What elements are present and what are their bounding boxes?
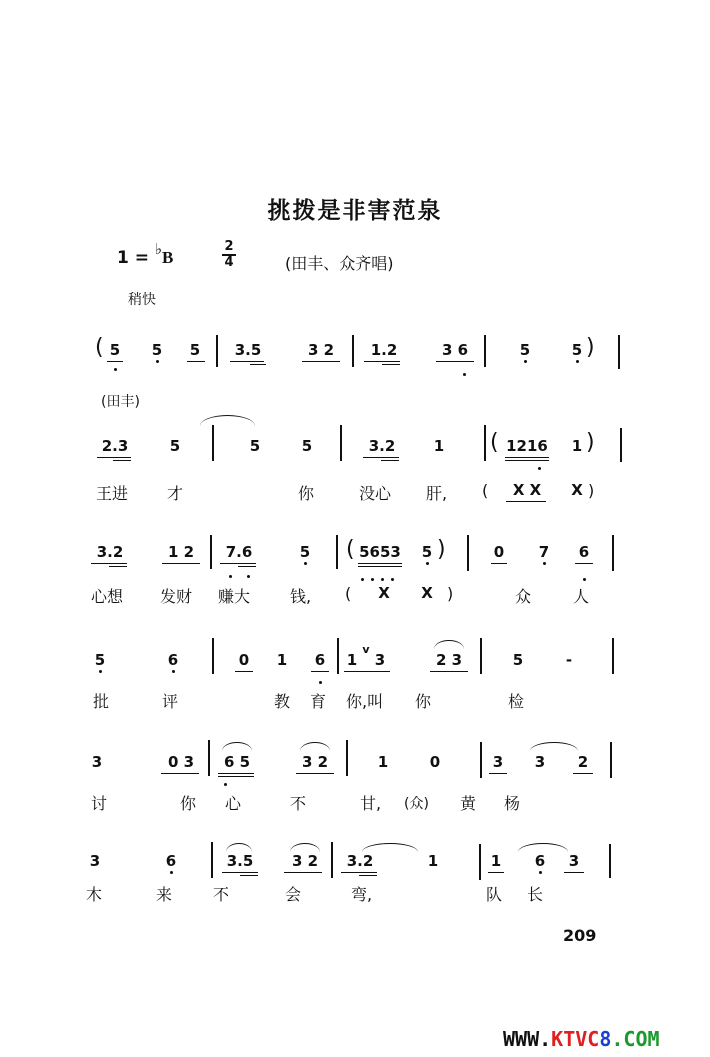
note: 5653 xyxy=(359,543,401,561)
double-underline xyxy=(358,566,402,567)
note: 3.5 xyxy=(226,852,254,870)
underline xyxy=(506,501,546,502)
lyric: 不 xyxy=(213,885,230,904)
slur xyxy=(290,843,320,852)
note: 3.2 xyxy=(368,437,396,455)
watermark-com: .COM xyxy=(611,1027,660,1051)
slur xyxy=(434,640,464,649)
lyric: 木 xyxy=(86,885,103,904)
lyric: 才 xyxy=(167,484,184,503)
underline xyxy=(218,773,254,774)
note: 0 xyxy=(238,651,250,669)
note: 3.2 xyxy=(346,852,374,870)
key-prefix: 1 = xyxy=(117,248,149,268)
underline xyxy=(364,361,400,362)
lyric: 赚大 xyxy=(218,587,251,606)
underline xyxy=(358,563,402,564)
note: 1 xyxy=(276,651,288,669)
underline xyxy=(91,563,127,564)
lyric: 你 xyxy=(180,794,197,813)
lyric: 人 xyxy=(573,587,590,606)
double-underline xyxy=(218,776,254,777)
note: 5 xyxy=(94,651,106,669)
slur xyxy=(530,742,578,751)
underline xyxy=(489,773,507,774)
double-underline xyxy=(250,364,266,365)
note: 1 xyxy=(433,437,445,455)
barline xyxy=(212,638,214,674)
lyric: 不 xyxy=(290,794,307,813)
barline xyxy=(336,535,338,569)
lyric: 你 xyxy=(415,692,432,711)
rhythm-x: X xyxy=(571,481,583,499)
barline xyxy=(484,425,486,461)
underline xyxy=(222,872,258,873)
note: 7.6 xyxy=(225,543,253,561)
note: 1 xyxy=(427,852,439,870)
rhythm-x: X xyxy=(378,584,390,602)
low-octave-dot xyxy=(576,360,579,363)
underline xyxy=(230,361,264,362)
low-octave-dot xyxy=(304,562,307,565)
low-octave-dot xyxy=(361,578,364,581)
note: 5 xyxy=(249,437,261,455)
open-paren: ( xyxy=(95,335,104,360)
close-paren: ) xyxy=(437,537,446,562)
note: 1 2 xyxy=(167,543,195,561)
low-octave-dot xyxy=(170,871,173,874)
note: 0 3 xyxy=(167,753,195,771)
underline xyxy=(97,457,131,458)
tempo-marking: 稍快 xyxy=(128,292,156,308)
underline xyxy=(341,872,377,873)
note: 6 xyxy=(534,852,546,870)
note: 5 xyxy=(189,341,201,359)
note: 0 xyxy=(493,543,505,561)
note: 5 xyxy=(519,341,531,359)
barline xyxy=(480,638,482,674)
low-octave-dot xyxy=(229,575,232,578)
note: 6 xyxy=(165,852,177,870)
low-octave-dot xyxy=(524,360,527,363)
note: 1 xyxy=(346,651,358,669)
barline xyxy=(620,428,622,462)
close-paren: ) xyxy=(586,430,595,455)
low-octave-dot xyxy=(426,562,429,565)
lyric: 肝, xyxy=(426,484,448,503)
note: 3.2 xyxy=(96,543,124,561)
underline xyxy=(284,872,322,873)
underline xyxy=(162,563,200,564)
note: 1 xyxy=(377,753,389,771)
page-number: 209 xyxy=(563,926,597,945)
low-octave-dot xyxy=(543,562,546,565)
lyric: 长 xyxy=(527,885,544,904)
low-octave-dot xyxy=(381,578,384,581)
lyric: ( xyxy=(345,584,352,603)
lyric: 检 xyxy=(508,692,525,711)
note: 3 2 xyxy=(301,753,329,771)
lyric: 黄 xyxy=(460,794,477,813)
note: 5 xyxy=(301,437,313,455)
barline xyxy=(610,742,612,778)
time-denominator: 4 xyxy=(224,255,234,270)
note: 1.2 xyxy=(370,341,398,359)
lyric: 批 xyxy=(93,692,110,711)
watermark-ktvc: KTVC xyxy=(551,1027,600,1051)
open-paren: ( xyxy=(490,430,499,455)
underline xyxy=(505,457,549,458)
low-octave-dot xyxy=(172,670,175,673)
note: 5 xyxy=(169,437,181,455)
underline xyxy=(575,563,593,564)
barline xyxy=(479,844,481,880)
note: 1216 xyxy=(506,437,548,455)
slur xyxy=(362,843,418,852)
double-underline xyxy=(238,566,256,567)
lyric: 你 xyxy=(298,484,315,503)
underline xyxy=(296,773,334,774)
barline xyxy=(609,844,611,878)
note: 2 xyxy=(577,753,589,771)
lyric: 教 xyxy=(274,692,291,711)
underline xyxy=(573,773,593,774)
lyric: 发财 xyxy=(160,587,193,606)
double-underline xyxy=(113,460,131,461)
time-numerator: 2 xyxy=(224,239,234,254)
note: 3 2 xyxy=(291,852,319,870)
underline xyxy=(491,563,507,564)
double-underline xyxy=(109,566,127,567)
low-octave-dot xyxy=(114,368,117,371)
barline xyxy=(212,425,214,461)
barline xyxy=(612,535,614,571)
watermark-eight: 8 xyxy=(599,1027,612,1051)
note: 3 xyxy=(374,651,386,669)
lyric: 杨 xyxy=(504,794,521,813)
lyric: 会 xyxy=(285,885,302,904)
lyric: 众 xyxy=(515,587,532,606)
barline xyxy=(467,535,469,571)
note: 6 5 xyxy=(223,753,251,771)
note: 3 xyxy=(492,753,504,771)
barline xyxy=(208,740,210,776)
barline xyxy=(210,535,212,569)
section-label: (田丰) xyxy=(101,394,140,410)
note: 5 xyxy=(151,341,163,359)
double-underline xyxy=(505,460,549,461)
lyric: 来 xyxy=(156,885,173,904)
singers-note: (田丰、众齐唱) xyxy=(285,254,394,273)
underline xyxy=(363,457,399,458)
barline xyxy=(331,842,333,878)
watermark-www: WWW. xyxy=(503,1027,552,1051)
note: 7 xyxy=(538,543,550,561)
lyric: 队 xyxy=(486,885,503,904)
key-signature xyxy=(117,240,174,268)
note: 2 3 xyxy=(435,651,463,669)
low-octave-dot xyxy=(247,575,250,578)
lyric: 钱, xyxy=(290,587,312,606)
low-octave-dot xyxy=(99,670,102,673)
low-octave-dot xyxy=(319,681,322,684)
lyric: ) xyxy=(588,481,595,500)
open-paren: ( xyxy=(346,537,355,562)
underline xyxy=(107,361,123,362)
barline xyxy=(484,335,486,367)
song-title: 挑拨是非害范泉 xyxy=(267,198,443,224)
double-underline xyxy=(382,364,400,365)
note: 0 xyxy=(429,753,441,771)
time-signature xyxy=(222,241,236,269)
lyric-chorus: (众) xyxy=(404,796,429,812)
barline xyxy=(346,740,348,776)
dash: - xyxy=(565,651,573,669)
note: 3 xyxy=(534,753,546,771)
low-octave-dot xyxy=(538,467,541,470)
barline xyxy=(216,335,218,367)
underline xyxy=(187,361,205,362)
note: 3 xyxy=(568,852,580,870)
low-octave-dot xyxy=(539,871,542,874)
note: 5 xyxy=(421,543,433,561)
barline xyxy=(612,638,614,674)
barline xyxy=(211,842,213,878)
underline xyxy=(311,671,329,672)
lyric: ( xyxy=(482,481,489,500)
breath-mark: v xyxy=(362,643,370,656)
note: 3 xyxy=(89,852,101,870)
underline xyxy=(430,671,468,672)
note: 3 2 xyxy=(307,341,335,359)
lyric: 你,叫 xyxy=(346,692,384,711)
rhythm-x: X xyxy=(421,584,433,602)
note: 6 xyxy=(314,651,326,669)
note: 6 xyxy=(167,651,179,669)
underline xyxy=(436,361,474,362)
underline xyxy=(302,361,340,362)
note: 3 xyxy=(91,753,103,771)
note: 5 xyxy=(571,341,583,359)
lyric: 心想 xyxy=(91,587,124,606)
slur xyxy=(300,742,330,751)
watermark xyxy=(503,1027,660,1051)
barline xyxy=(618,335,620,369)
lyric: 甘, xyxy=(360,794,382,813)
underline xyxy=(220,563,256,564)
note: 1 xyxy=(490,852,502,870)
underline xyxy=(344,671,390,672)
lyric: 心 xyxy=(225,794,242,813)
underline xyxy=(564,872,584,873)
note: 1 xyxy=(571,437,583,455)
low-octave-dot xyxy=(391,578,394,581)
slur xyxy=(222,742,252,751)
note: 5 xyxy=(299,543,311,561)
lyric: 弯, xyxy=(351,885,373,904)
barline xyxy=(352,335,354,367)
low-octave-dot xyxy=(156,360,159,363)
low-octave-dot xyxy=(224,783,227,786)
note: 2.3 xyxy=(101,437,129,455)
note: 3.5 xyxy=(234,341,262,359)
slur xyxy=(200,415,255,426)
barline xyxy=(337,638,339,674)
underline xyxy=(235,671,253,672)
underline xyxy=(488,872,504,873)
lyric: 没心 xyxy=(359,484,392,503)
barline xyxy=(340,425,342,461)
lyric: 评 xyxy=(162,692,179,711)
note: 6 xyxy=(578,543,590,561)
double-underline xyxy=(359,875,377,876)
lyric: 王进 xyxy=(96,484,129,503)
double-underline xyxy=(381,460,399,461)
barline xyxy=(480,742,482,778)
close-paren: ) xyxy=(586,335,595,360)
flat-icon: ♭ xyxy=(154,240,162,258)
note: 3 6 xyxy=(441,341,469,359)
lyric: 育 xyxy=(310,692,327,711)
lyric: ) xyxy=(447,584,454,603)
note: 5 xyxy=(109,341,121,359)
slur xyxy=(518,843,568,852)
low-octave-dot xyxy=(463,373,466,376)
rhythm-x: X X xyxy=(512,481,542,499)
note: 5 xyxy=(512,651,524,669)
slur xyxy=(226,843,252,852)
low-octave-dot xyxy=(583,578,586,581)
low-octave-dot xyxy=(371,578,374,581)
double-underline xyxy=(240,875,258,876)
lyric: 讨 xyxy=(91,794,108,813)
underline xyxy=(161,773,199,774)
key-note: B xyxy=(162,248,174,267)
